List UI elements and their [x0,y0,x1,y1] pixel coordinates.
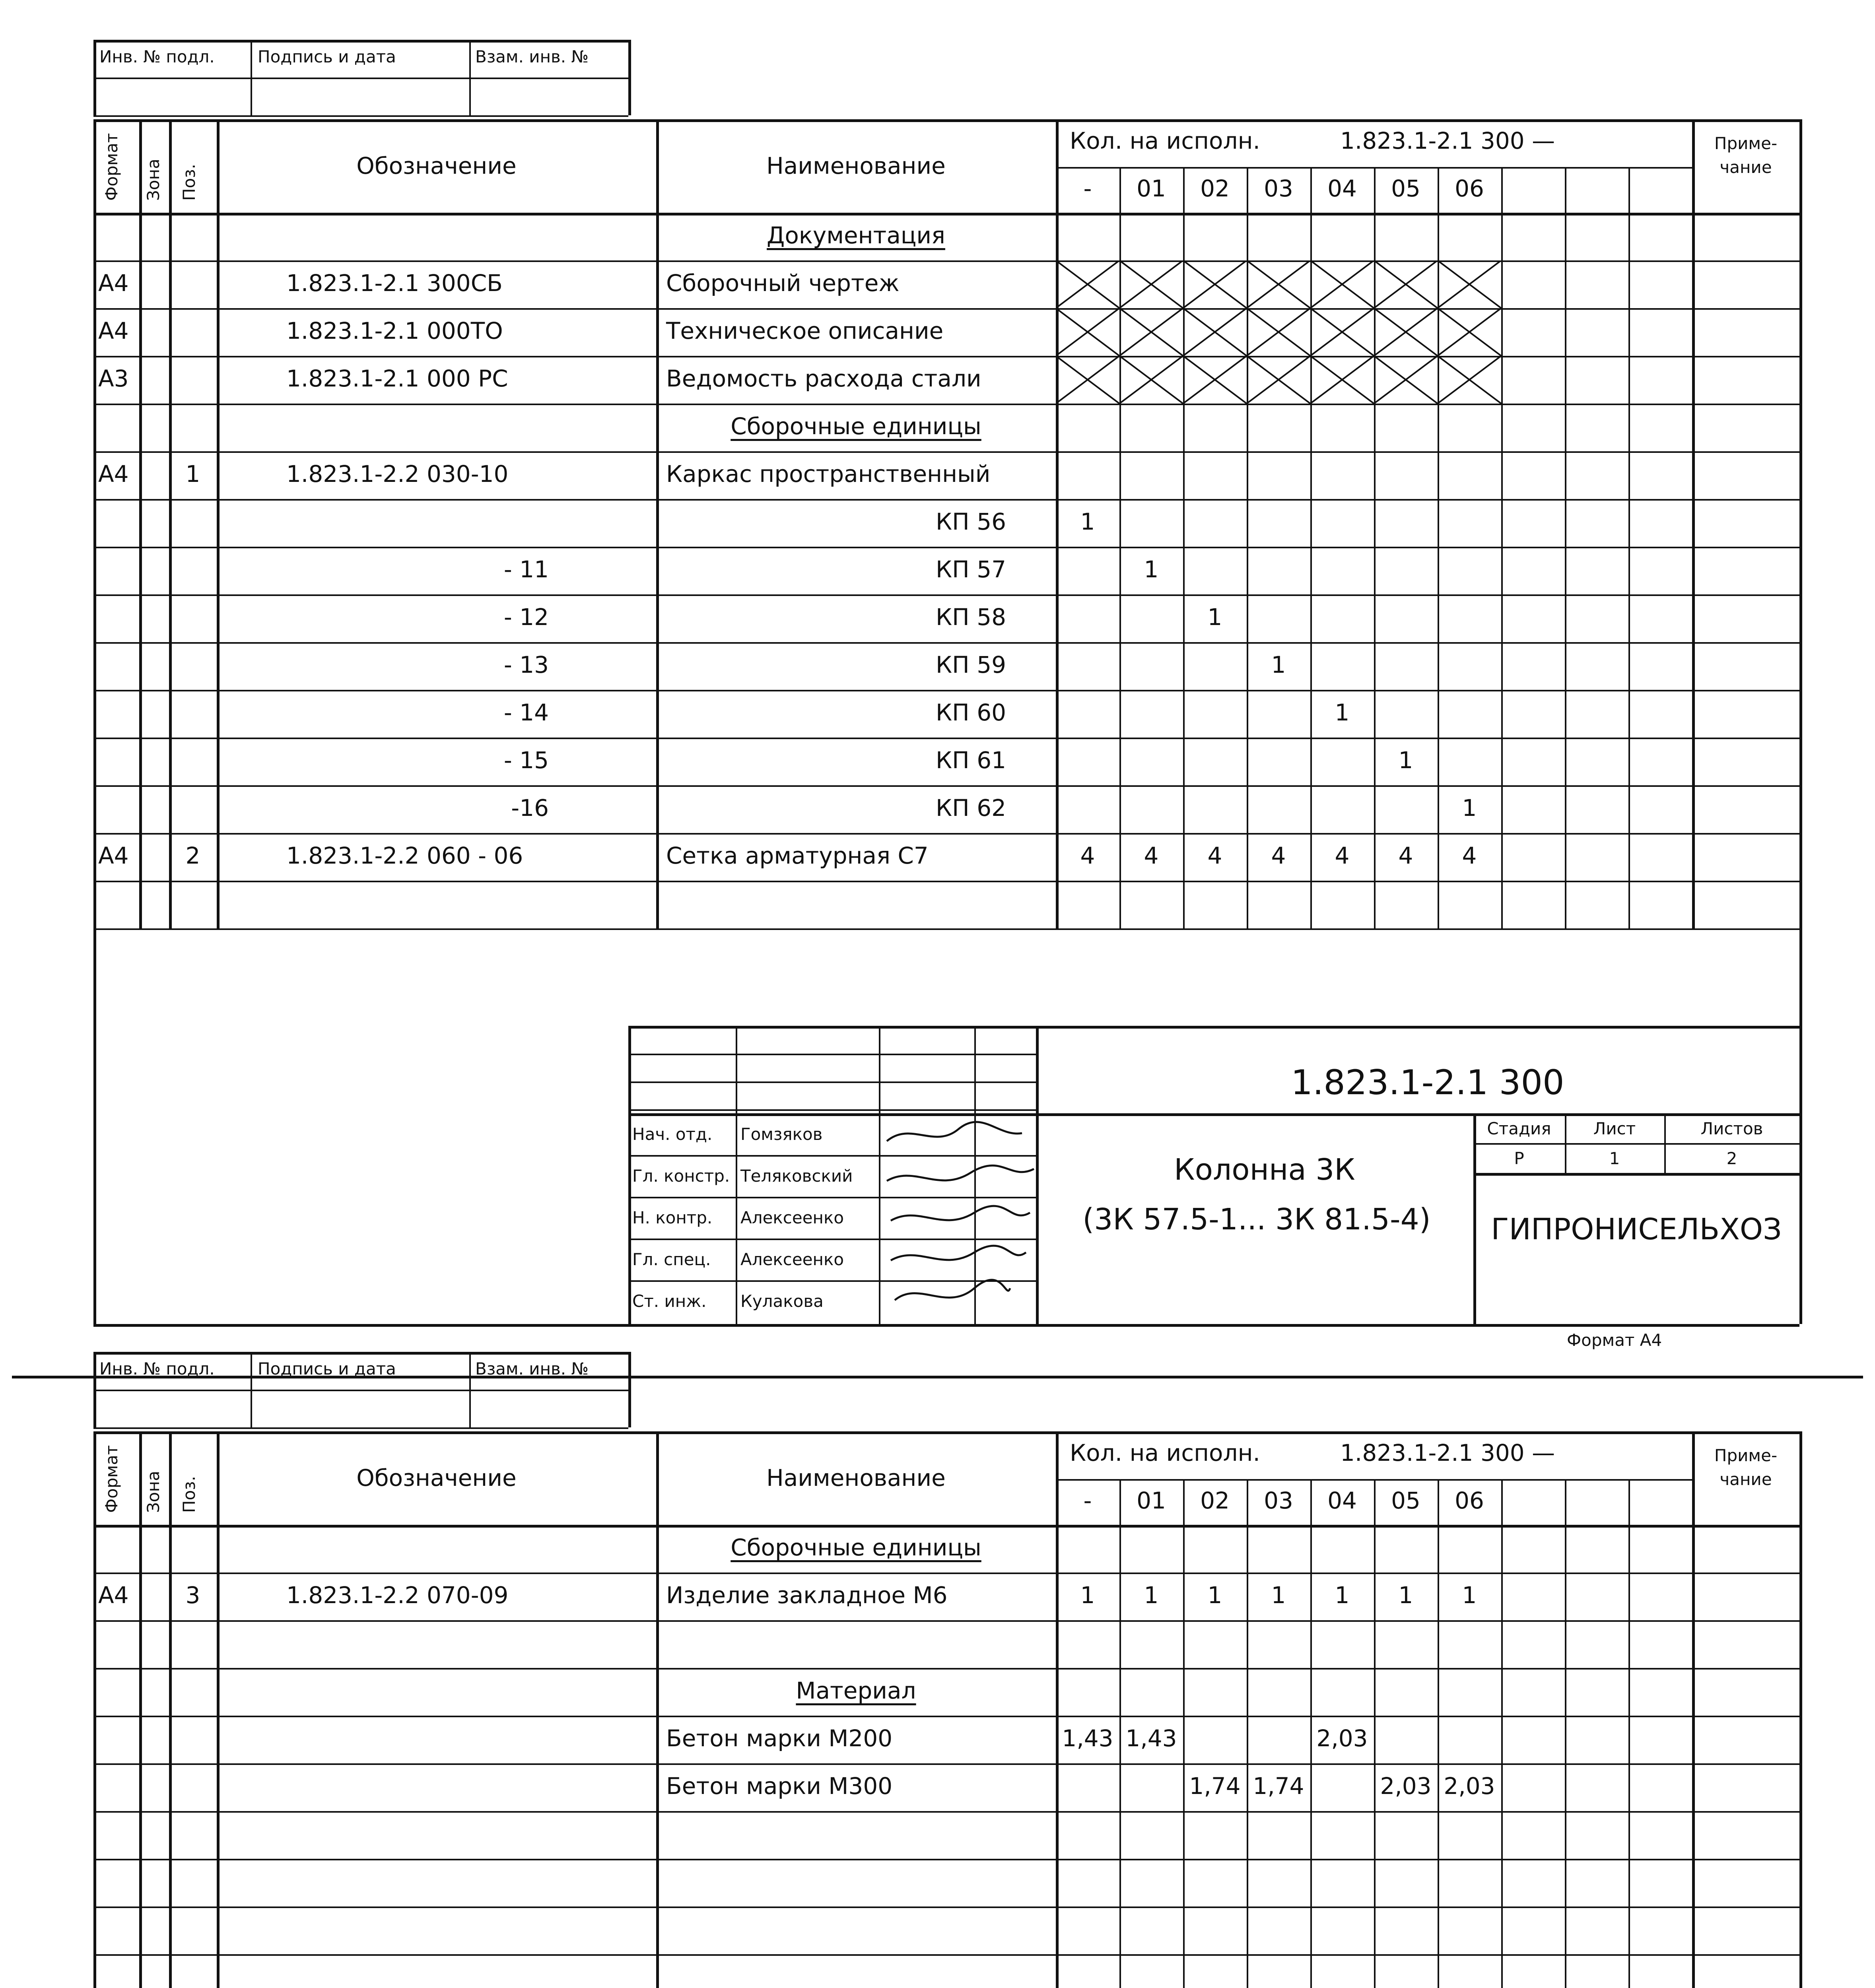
s2-header-qty-divider [1628,1479,1630,1525]
s2-qty-cell: 1 [1335,1582,1350,1609]
s2-col-line [1119,1525,1121,1988]
s2-qty-cell: 1 [1462,1582,1477,1609]
s1-title-line-2: (3К 57.5-1... 3К 81.5-4) [1082,1202,1431,1237]
s1-format-cell: А4 [98,270,129,297]
s1-oboz-cell: 1.823.1-2.1 300СБ [286,270,503,297]
s1-signer-role: Гл. констр. [632,1166,730,1186]
s1-isp-05: 05 [1391,175,1420,202]
s1-name-cell: КП 62 [935,794,1006,821]
s1-header-qty-divider [1374,167,1376,213]
s1-name-cell: КП 59 [935,651,1006,678]
s2-col-poz: Поз. [179,1476,199,1513]
s1-qty-cell: 1 [1271,651,1286,678]
s1-isp-06: 06 [1455,175,1484,202]
s1-oboz-cell: 1.823.1-2.2 060 - 06 [286,842,523,869]
s1-header-divider [1056,119,1059,213]
s2-qty-cell: 2,03 [1380,1773,1432,1800]
s2-name-cell: Изделие закладное М6 [666,1582,948,1609]
s1-title-sig-divider [736,1026,737,1324]
s2-col-line [656,1525,659,1988]
s2-isp-base: - [1083,1487,1092,1514]
s1-isp-04: 04 [1327,175,1357,202]
s1-header-divider [93,119,96,213]
s2-header-divider [169,1431,172,1525]
s2-qty-cell: 1 [1144,1582,1159,1609]
top-strip-line [469,1352,471,1427]
s2-format-cell: А4 [98,1582,129,1609]
inv-podl-label: Инв. № подл. [99,1359,215,1378]
s1-name-cell: КП 58 [935,604,1006,631]
s2-isp-06: 06 [1455,1487,1484,1514]
s2-header-qty-divider [1374,1479,1376,1525]
s2-col-zona: Зона [144,1471,163,1513]
s1-row-line [93,356,1799,357]
top-strip-line [93,1352,628,1355]
s2-col-line [1056,1525,1059,1988]
s2-header-divider [1056,1431,1059,1525]
top-strip-line [251,1352,252,1427]
s1-qty-cell: 1 [1462,794,1477,821]
s2-qty-cell: 1,74 [1189,1773,1241,1800]
s1-col-line [217,213,220,928]
s1-header-qty-divider [1247,167,1248,213]
s2-col-prim-2: чание [1720,1470,1772,1489]
s1-oboz-cell: - 14 [503,699,549,726]
s2-qty-cell: 1 [1271,1582,1286,1609]
s2-col-line [139,1525,142,1988]
s2-header-qty-divider [1310,1479,1312,1525]
s1-name-cell: КП 56 [935,508,1006,535]
podpis-label: Подпись и дата [258,47,396,66]
s1-header-top [93,119,1799,122]
s1-qty-cell: 1 [1144,556,1159,583]
s2-header-qty-divider [1119,1479,1121,1525]
s2-header-qty-divider [1501,1479,1503,1525]
s1-col-format: Формат [102,133,121,201]
s1-title-stage-divider [1565,1113,1566,1173]
vzam-label: Взам. инв. № [475,1359,589,1378]
s1-qty-cell: 1 [1335,699,1350,726]
top-strip-line [628,1352,631,1427]
s2-header-divider [1692,1431,1695,1525]
s2-poz-cell: 3 [185,1582,200,1609]
s1-title-left [628,1026,631,1324]
s1-row-line [93,260,1799,262]
s2-col-line [1565,1525,1566,1988]
vzam-label: Взам. инв. № [475,47,589,66]
s1-isp-03: 03 [1264,175,1293,202]
s2-header-qty-divider [1183,1479,1185,1525]
s2-qty-cell: 1,43 [1062,1725,1113,1752]
s1-row-line [93,928,1799,930]
s2-oboz-cell: 1.823.1-2.2 070-09 [286,1582,509,1609]
s1-format-label: Формат А4 [1567,1330,1662,1350]
s2-col-line [1247,1525,1248,1988]
not-applicable-cross-icon [1056,260,1501,308]
s2-row-line [93,1620,1799,1622]
s1-section-heading: Сборочные единицы [731,413,981,440]
s2-col-line [217,1525,220,1988]
not-applicable-cross-icon [1056,308,1501,356]
s1-row-line [93,642,1799,644]
s1-col-poz: Поз. [179,164,199,201]
s2-qty-cell: 2,03 [1444,1773,1495,1800]
s1-col-line [93,213,96,928]
s1-title-sig-line [628,1081,1036,1083]
s1-frame-left [93,928,96,1324]
s2-header-qty-divider [1565,1479,1566,1525]
s1-row-line [93,738,1799,739]
s2-qty-cell: 1,74 [1253,1773,1304,1800]
s1-format-cell: А4 [98,460,129,487]
s1-signer-name: Гомзяков [740,1124,823,1144]
s1-header-divider [169,119,172,213]
s1-oboz-cell: 1.823.1-2.1 000 РС [286,365,508,392]
s1-title-line-1: Колонна 3К [1174,1153,1355,1187]
s1-qty-cell: 4 [1398,842,1413,869]
top-strip-line [93,40,96,115]
s1-title-stage-divider [1473,1113,1476,1324]
s2-name-cell: Бетон марки М300 [666,1773,893,1800]
s1-row-line [93,308,1799,310]
s2-row-line [93,1716,1799,1717]
s2-header-divider [656,1431,659,1525]
s1-doc-number: 1.823.1-2.1 300 [1291,1063,1564,1103]
s2-col-format: Формат [102,1445,121,1513]
s1-stadia-value: Р [1514,1149,1524,1168]
top-strip-line [628,40,631,115]
podpis-label: Подпись и дата [258,1359,396,1378]
s1-col-line [139,213,142,928]
s1-name-cell: Ведомость расхода стали [666,365,981,392]
top-strip-line [93,40,628,43]
s1-header-qty-divider [1438,167,1439,213]
s2-header-bottom [93,1525,1799,1528]
s1-list-value: 1 [1609,1149,1620,1168]
s1-name-cell: Техническое описание [666,317,944,344]
s1-header-divider [139,119,142,213]
s1-name-cell: КП 61 [935,747,1006,774]
s2-frame-right [1799,1431,1802,1988]
s1-isp-base: - [1083,175,1092,202]
s2-col-kol-doc: 1.823.1-2.1 300 — [1340,1439,1555,1466]
s1-format-cell: А4 [98,842,129,869]
s1-stadia-label: Стадия [1487,1119,1551,1138]
s1-listov-label: Листов [1700,1119,1763,1138]
s2-col-naimenovanie: Наименование [766,1464,946,1491]
s1-header-qty-divider [1119,167,1121,213]
top-strip-line [469,40,471,115]
s1-poz-cell: 2 [185,842,200,869]
s2-header-divider [217,1431,220,1525]
s1-isp-02: 02 [1200,175,1230,202]
s1-qty-cell: 1 [1398,747,1413,774]
s2-header-top [93,1431,1799,1434]
s1-row-line [93,594,1799,596]
s2-qty-cell: 2,03 [1316,1725,1368,1752]
s2-col-line [1374,1525,1376,1988]
s1-col-prim-1: Приме- [1714,134,1778,153]
s1-name-cell: КП 57 [935,556,1006,583]
s1-header-divider [1692,119,1695,213]
s1-signer-role: Н. контр. [632,1208,713,1227]
s2-row-line [93,1906,1799,1908]
s2-isp-04: 04 [1327,1487,1357,1514]
s1-row-line [93,881,1799,882]
s1-col-line [1565,213,1566,928]
s1-signer-role: Нач. отд. [632,1124,713,1144]
s1-header-qty-divider [1565,167,1566,213]
s1-col-prim-2: чание [1720,157,1772,177]
s2-col-oboznachenie: Обозначение [356,1464,517,1491]
s1-qty-cell: 4 [1271,842,1286,869]
s2-row-line [93,1954,1799,1956]
s1-col-line [656,213,659,928]
s1-row-line [93,690,1799,691]
top-strip-line [93,1427,628,1429]
s1-col-line [1692,213,1695,928]
s2-qty-cell: 1 [1207,1582,1222,1609]
s1-list-label: Лист [1593,1119,1636,1138]
s1-title-stage-line [1473,1143,1799,1145]
s1-qty-cell: 4 [1335,842,1350,869]
inv-podl-label: Инв. № подл. [99,47,215,66]
s2-isp-02: 02 [1200,1487,1230,1514]
s2-header-divider [93,1431,96,1525]
s2-row-line [93,1763,1799,1765]
s2-isp-01: 01 [1137,1487,1166,1514]
not-applicable-cross-icon [1056,356,1501,404]
s2-col-line [1628,1525,1630,1988]
s1-signer-name: Алексеенко [740,1208,844,1227]
s2-col-line [1501,1525,1503,1988]
s1-row-line [93,833,1799,835]
s1-title-stage-divider [1664,1113,1666,1173]
top-strip-line [251,40,252,115]
s1-signer-role: Гл. спец. [632,1250,711,1269]
s1-header-qty-divider [1310,167,1312,213]
s2-col-line [1183,1525,1185,1988]
s1-col-line [1501,213,1503,928]
s1-qty-cell: 4 [1207,842,1222,869]
s2-row-line [93,1811,1799,1813]
s1-col-zona: Зона [144,159,163,201]
s1-signer-name: Теляковский [740,1166,853,1186]
s1-isp-01: 01 [1137,175,1166,202]
s2-section-heading: Материал [796,1677,916,1704]
s2-col-kol: Кол. на исполн. [1070,1439,1260,1466]
s1-header-qty-divider [1501,167,1503,213]
s1-section-heading: Документация [767,222,945,249]
s1-col-line [1628,213,1630,928]
s2-col-line [1438,1525,1439,1988]
s2-col-line [93,1525,96,1988]
s1-row-line [93,404,1799,405]
s1-qty-cell: 1 [1207,604,1222,631]
s2-row-line [93,1573,1799,1574]
s1-title-top [628,1026,1799,1029]
top-strip-line [93,1390,628,1391]
s1-signer-name: Алексеенко [740,1250,844,1269]
s1-col-naimenovanie: Наименование [766,152,946,179]
s1-title-stage-line [1473,1173,1799,1176]
s2-header-qty-divider [1438,1479,1439,1525]
s1-qty-cell: 1 [1080,508,1095,535]
s2-col-line [1310,1525,1312,1988]
s1-oboz-cell: 1.823.1-2.2 030-10 [286,460,509,487]
s1-col-kol-doc: 1.823.1-2.1 300 — [1340,127,1555,154]
s1-listov-value: 2 [1726,1149,1737,1168]
s2-col-prim-1: Приме- [1714,1446,1778,1465]
s1-title-sig-line [628,1054,1036,1055]
s1-row-line [93,785,1799,787]
s1-format-cell: А3 [98,365,129,392]
s1-name-cell: КП 60 [935,699,1006,726]
s1-col-line [169,213,172,928]
s1-row-line [93,547,1799,548]
s1-signer-role: Ст. инж. [632,1291,707,1311]
s1-signer-name: Кулакова [740,1291,824,1311]
s1-poz-cell: 1 [185,460,200,487]
s1-row-line [93,451,1799,453]
s2-section-heading: Сборочные единицы [731,1534,981,1561]
s1-col-oboznachenie: Обозначение [356,152,517,179]
signatures-icon [879,1113,1046,1336]
s1-qty-cell: 4 [1144,842,1159,869]
s2-isp-05: 05 [1391,1487,1420,1514]
s2-name-cell: Бетон марки М200 [666,1725,893,1752]
s1-col-kol: Кол. на исполн. [1070,127,1260,154]
s2-isp-03: 03 [1264,1487,1293,1514]
s1-title-mid [1036,1113,1799,1116]
s1-oboz-cell: -16 [511,794,549,821]
s1-format-cell: А4 [98,317,129,344]
s1-header-divider [217,119,220,213]
s2-qty-cell: 1 [1080,1582,1095,1609]
s1-name-cell: Сборочный чертеж [666,270,900,297]
s1-oboz-cell: - 15 [503,747,549,774]
top-strip-line [93,1352,96,1427]
s1-title-sig-line [628,1109,1036,1111]
s2-qty-cell: 1,43 [1125,1725,1177,1752]
s1-oboz-cell: - 12 [503,604,549,631]
s1-name-cell: Сетка арматурная С7 [666,842,929,869]
s2-row-line [93,1668,1799,1670]
s1-oboz-cell: - 11 [503,556,549,583]
s2-row-line [93,1859,1799,1860]
s1-header-qty-divider [1183,167,1185,213]
s1-oboz-cell: 1.823.1-2.1 000ТО [286,317,503,344]
s1-org-name: ГИПРОНИСЕЛЬХОЗ [1491,1212,1782,1246]
s1-header-divider [656,119,659,213]
s2-qty-cell: 1 [1398,1582,1413,1609]
s1-row-line [93,499,1799,501]
top-strip-line [93,78,628,79]
s1-header-qty-divider [1628,167,1630,213]
s2-col-line [1692,1525,1695,1988]
s2-col-line [169,1525,172,1988]
s1-oboz-cell: - 13 [503,651,549,678]
s1-qty-cell: 4 [1080,842,1095,869]
s1-name-cell: Каркас пространственный [666,460,991,487]
top-strip-line [93,115,628,117]
s1-qty-cell: 4 [1462,842,1477,869]
s2-header-qty-divider [1247,1479,1248,1525]
s2-header-divider [139,1431,142,1525]
s1-frame-right [1799,119,1802,1324]
s1-header-bottom [93,213,1799,215]
